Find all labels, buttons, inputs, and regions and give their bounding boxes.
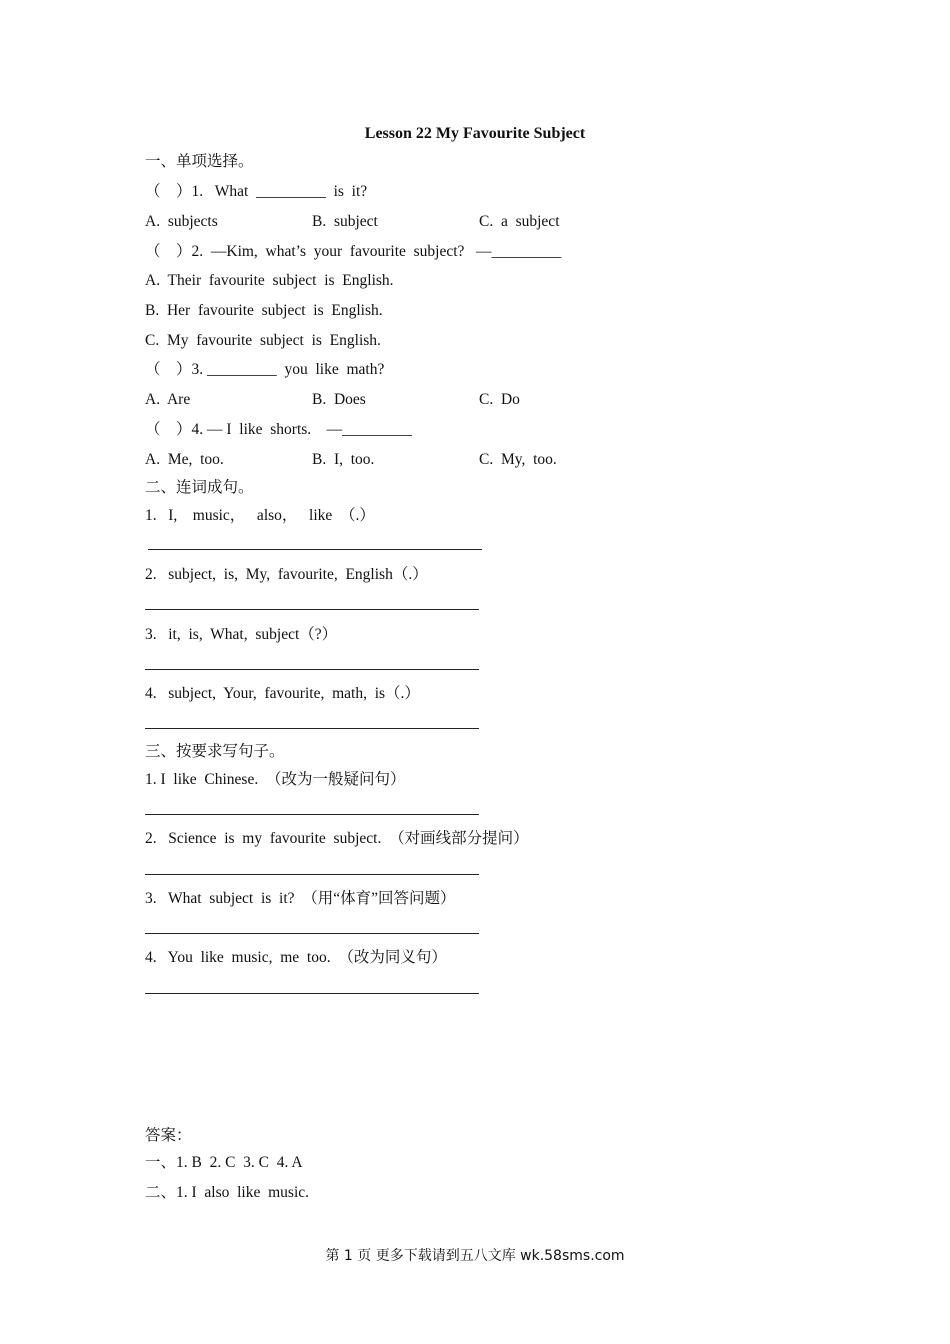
section3-item-4: 4. You like music, me too. （改为同义句） [145,949,447,966]
section2-item-4: 4. subject, Your, favourite, math, is（.） [145,685,420,702]
section2-item-2: 2. subject, is, My, favourite, English（.） [145,566,428,583]
answers-heading: 答案： [145,1127,192,1144]
answers-section1: 一、1. B 2. C 3. C 4. A [145,1154,303,1171]
question-3: （ ）3. _________ you like math? [145,361,385,378]
answers-section2: 二、1. I also like music. [145,1184,310,1201]
answer-line [145,728,479,729]
section1-heading: 一、单项选择。 [145,153,254,170]
section3-item-3: 3. What subject is it? （用“体育”回答问题） [145,890,456,907]
question-4: （ ）4. — I like shorts. —_________ [145,421,412,438]
section3-item-1: 1. I like Chinese. （改为一般疑问句） [145,771,406,788]
section2-heading: 二、连词成句。 [145,479,254,496]
q3-option-c: C. Do [479,391,520,408]
q1-option-b: B. subject [312,213,378,230]
answer-line [145,874,479,875]
q2-option-c: C. My favourite subject is English. [145,332,381,349]
q2-option-a: A. Their favourite subject is English. [145,272,394,289]
answer-line [145,609,479,610]
section3-heading: 三、按要求写句子。 [145,743,285,760]
answer-line [145,669,479,670]
q1-option-a: A. subjects [145,213,218,230]
q3-option-b: B. Does [312,391,366,408]
section2-item-3: 3. it, is, What, subject（?） [145,626,338,643]
q4-option-b: B. I, too. [312,451,375,468]
q4-option-c: C. My, too. [479,451,557,468]
question-2: （ ）2. —Kim, what’s your favourite subject? —_________ [145,243,562,260]
section3-item-2: 2. Science is my favourite subject. （对画线部分提问） [145,830,529,847]
page-footer: 第 1 页 更多下载请到五八文库 wk.58sms.com [325,1248,625,1264]
question-1: （ ）1. What _________ is it? [145,183,368,200]
q2-option-b: B. Her favourite subject is English. [145,302,383,319]
answer-line [145,814,479,815]
answer-line [145,933,479,934]
q3-option-a: A. Are [145,391,191,408]
page-title: Lesson 22 My Favourite Subject [364,125,586,142]
answer-line [148,549,482,550]
section2-item-1: 1. I, music， also， like （.） [145,507,375,524]
answer-line [145,993,479,994]
q1-option-c: C. a subject [479,213,560,230]
q4-option-a: A. Me, too. [145,451,224,468]
